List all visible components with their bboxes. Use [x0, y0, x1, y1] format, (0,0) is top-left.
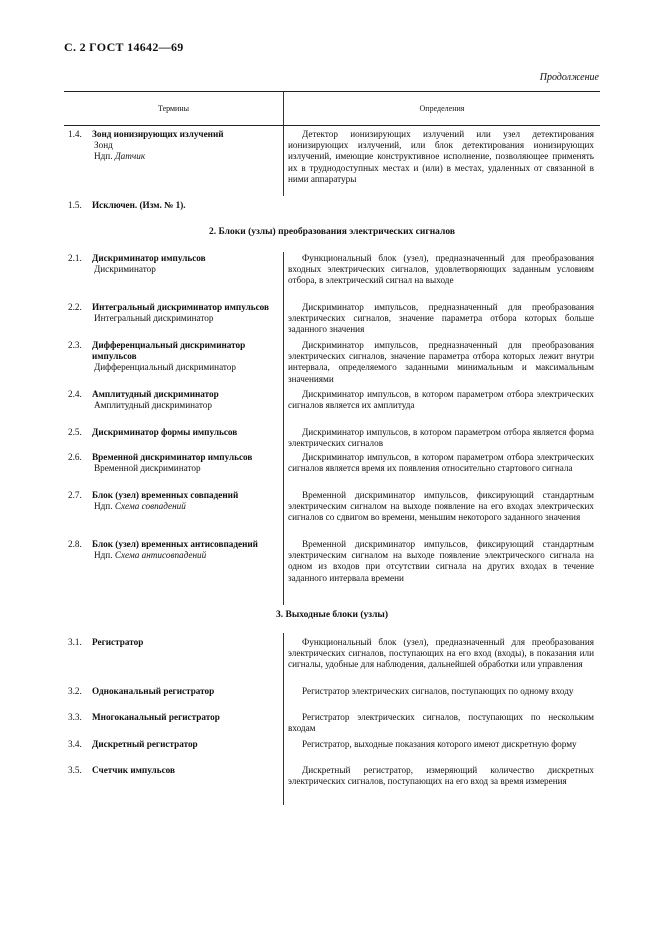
definition-text: Функциональный блок (узел), предназначенный для преобразования входных электрических сигналов, удовлетворяющих заданным условиям отбора, в электрический сигнал на выходе: [288, 253, 594, 286]
term-name: Регистратор: [92, 637, 144, 647]
term-synonym: Дискриминатор: [94, 264, 156, 275]
entry-number: 2.6.: [68, 452, 82, 462]
entry-number: 1.4.: [68, 129, 82, 139]
column-divider: [283, 252, 284, 605]
deprecated-term: [92, 550, 280, 561]
term-name: Одноканальный регистратор: [92, 686, 215, 696]
term-cell: [92, 539, 280, 561]
page-header: С. 2 ГОСТ 14642—69: [64, 40, 184, 54]
term-cell: [92, 253, 280, 275]
definition-text: Дискриминатор импульсов, в котором параметром отбора является форма электрических сигналов: [288, 427, 594, 449]
term-name: Дискриминатор формы импульсов: [92, 427, 238, 437]
term-cell: [92, 686, 280, 697]
section-title-2: 2. Блоки (узлы) преобразования электрических сигналов: [209, 227, 455, 237]
term-name: Счетчик импульсов: [92, 765, 175, 775]
term-cell: [92, 389, 280, 411]
column-divider: [283, 126, 284, 196]
term-cell: [92, 452, 280, 474]
deprecated-value: Схема антисовпадений: [114, 550, 207, 561]
term-synonym: Амплитудный дискриминатор: [94, 400, 212, 411]
term-name: Блок (узел) временных антисовпадений: [92, 539, 258, 549]
term-cell: [92, 340, 280, 374]
entry-number: 2.8.: [68, 539, 82, 549]
entry-number: 3.1.: [68, 637, 82, 647]
definition-text: Регистратор электрических сигналов, поступающих по нескольким входам: [288, 712, 594, 734]
deprecated-label: Ндп.: [94, 151, 115, 162]
entry-number: 3.2.: [68, 686, 82, 696]
entry-number: 1.5.: [68, 200, 82, 210]
entry-number: 2.7.: [68, 490, 82, 500]
term-cell: [92, 739, 280, 750]
term-synonym: Интегральный дискриминатор: [94, 313, 214, 324]
table-head-rule: [64, 125, 600, 126]
term-name: Дискриминатор импульсов: [92, 253, 206, 263]
term-name: Временной дискриминатор импульсов: [92, 452, 253, 462]
definition-text: Детектор ионизирующих излучений или узел детектирования ионизирующих излучений, или блок детектирования ионизирующих излучений, имеющие конструктивное исполнение, позволяющее применять их в труднодоступных местах и (или) в местах, удаленных от связанной в ними аппаратуры: [288, 129, 594, 184]
definition-text: Дискретный регистратор, измеряющий количество дискретных электрических сигналов, поступающих на его вход за время измерения: [288, 765, 594, 787]
entry-number: 2.5.: [68, 427, 82, 437]
term-name: Исключен. (Изм. № 1).: [92, 200, 186, 210]
term-cell: [92, 427, 280, 438]
definition-text: Временной дискриминатор импульсов, фиксирующий стандартным электрическим сигналом на выходе появление электрического сигнала на одном из входов при отсутствии сигнала на других входах в течение заданного интервала времени: [288, 539, 594, 583]
entry-number: 2.1.: [68, 253, 82, 263]
term-name: Амплитудный дискриминатор: [92, 389, 219, 399]
definition-text: Дискриминатор импульсов, в котором параметром отбора электрических сигналов является их амплитуда: [288, 389, 594, 411]
term-synonym: Дифференциальный дискриминатор: [94, 362, 236, 373]
term-name: Дифференциальный дискриминатор импульсов: [92, 340, 246, 362]
entry-number: 3.5.: [68, 765, 82, 775]
deprecated-term: [92, 151, 280, 162]
entry-number: 3.4.: [68, 739, 82, 749]
term-cell: [92, 129, 280, 163]
term-cell: [92, 200, 280, 211]
definition-text: Дискриминатор импульсов, в котором параметром отбора электрических сигналов является время их появления относительно стартового сигнала: [288, 452, 594, 474]
definition-text: Функциональный блок (узел), предназначенный для преобразования электрических сигналов, поступающих на его вход (входы), в показания или сигналы, удобные для наблюдения, дальнейшей обработки или управления: [288, 637, 594, 670]
term-name: Блок (узел) временных совпадений: [92, 490, 239, 500]
term-cell: [92, 637, 280, 648]
deprecated-label: Ндп.: [94, 501, 115, 512]
column-header-definitions: Определения: [419, 104, 465, 113]
term-cell: [92, 765, 280, 776]
entry-number: 2.2.: [68, 302, 82, 312]
header-divider: [283, 92, 284, 125]
term-name: Зонд ионизирующих излучений: [92, 129, 224, 139]
definition-text: Регистратор, выходные показания которого имеют дискретную форму: [302, 739, 577, 749]
definition-text: Дискриминатор импульсов, предназначенный для преобразования электрических сигналов, значение параметра отбора которых лежит внутри интервала, определяемого заданными минимальным и максимальным значениями: [288, 340, 594, 384]
deprecated-label: Ндп.: [94, 550, 115, 561]
column-divider: [283, 633, 284, 805]
continuation-label: Продолжение: [539, 72, 599, 83]
deprecated-value: Схема совпадений: [114, 501, 186, 512]
definition-text: Дискриминатор импульсов, предназначенный для преобразования электрических сигналов, значение параметра отбора которых больше заданного значения: [288, 302, 594, 335]
term-synonym: Зонд: [94, 140, 113, 151]
entry-number: 2.4.: [68, 389, 82, 399]
term-name: Интегральный дискриминатор импульсов: [92, 302, 269, 312]
deprecated-term: [92, 501, 280, 512]
term-name: Многоканальный регистратор: [92, 712, 220, 722]
definition-text: Временной дискриминатор импульсов, фиксирующий стандартным электрическим сигналом на выходе появление на его входах электрических сигналов со сдвигом во времени, меньшим некоторого заданного значения: [288, 490, 594, 523]
term-cell: [92, 712, 280, 723]
entry-number: 3.3.: [68, 712, 82, 722]
term-synonym: Временной дискриминатор: [94, 463, 201, 474]
entry-number: 2.3.: [68, 340, 82, 350]
section-title-3: 3. Выходные блоки (узлы): [276, 610, 388, 620]
term-cell: [92, 490, 280, 512]
term-name: Дискретный регистратор: [92, 739, 198, 749]
definition-text: Регистратор электрических сигналов, поступающих по одному входу: [302, 686, 574, 696]
term-cell: [92, 302, 280, 324]
deprecated-value: Датчик: [114, 151, 146, 162]
column-header-terms: Термины: [157, 104, 189, 113]
